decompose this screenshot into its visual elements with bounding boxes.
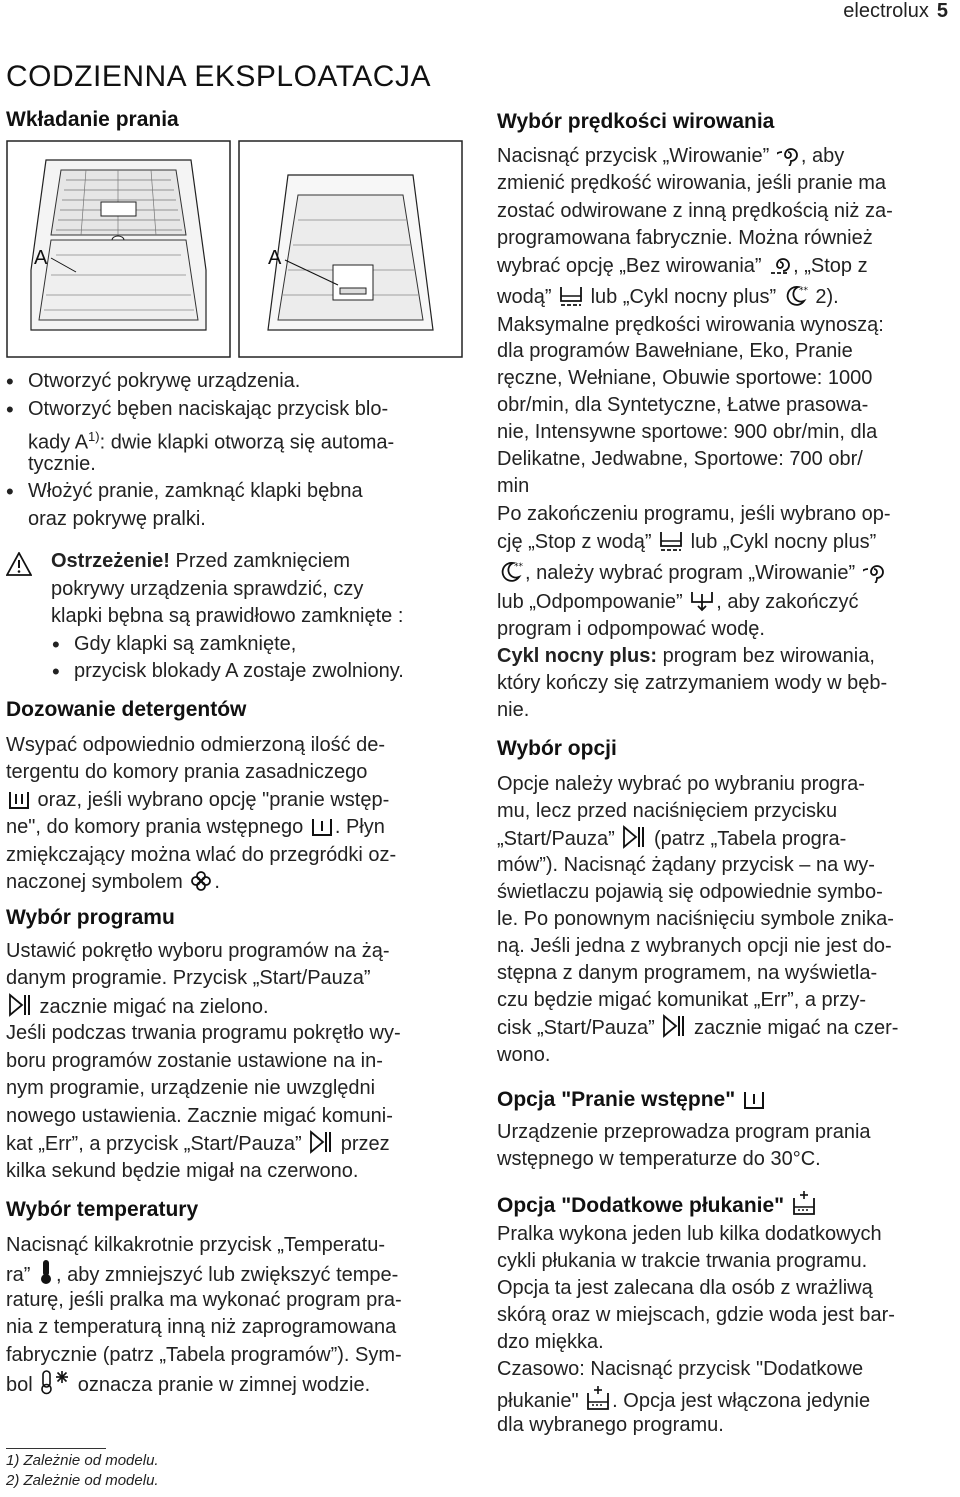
paragraph-line: cję „Stop z wodą” lub „Cykl nocny plus”: [497, 531, 877, 553]
paragraph-line: mów”). Nacisnąć żądany przycisk – na wy-: [497, 854, 875, 876]
paragraph-line: dla wybranego programu.: [497, 1414, 724, 1436]
warning-line: klapki bębna są prawidłowo zamknięte :: [51, 605, 404, 627]
list-item: • Gdy klapki są zamknięte,: [52, 632, 297, 657]
extra-rinse-icon: [792, 1190, 816, 1216]
paragraph-line: nie.: [497, 699, 530, 721]
paragraph-line: Maksymalne prędkości wirowania wynoszą:: [497, 314, 884, 336]
paragraph-line: Nacisnąć kilkakrotnie przycisk „Temperatu-: [6, 1234, 386, 1256]
paragraph-line: danym programie. Przycisk „Start/Pauza”: [6, 967, 371, 989]
thermometer-icon: [38, 1259, 54, 1285]
paragraph-line: który kończy się zatrzymaniem wody w bęb-: [497, 672, 888, 694]
paragraph-line: cykli płukania w trakcie trwania programu.: [497, 1250, 868, 1272]
paragraph-line: fabrycznie (patrz „Tabela programów”). Sym-: [6, 1344, 402, 1366]
list-item: • przycisk blokady A zostaje zwolniony.: [52, 659, 404, 684]
washer-drum-illustration: [6, 140, 231, 358]
paragraph-line: zacznie migać na zielono.: [6, 993, 269, 1022]
paragraph-line: Jeśli podczas trwania programu pokrętło wy-: [6, 1022, 401, 1044]
paragraph-line: Cykl nocny plus: program bez wirowania,: [497, 645, 875, 667]
section-heading-temperature: Wybór temperatury: [6, 1198, 199, 1221]
figure-label-a2: A: [268, 247, 282, 269]
warning-icon: [6, 552, 32, 576]
paragraph-line: boru programów zostanie ustawione na in-: [6, 1050, 383, 1072]
start-pause-icon: [8, 993, 32, 1017]
drain-icon: [690, 590, 714, 612]
list-item: • Otworzyć pokrywę urządzenia.: [6, 369, 301, 394]
softener-flower-icon: [190, 870, 212, 892]
list-item-cont: tycznie.: [28, 453, 96, 475]
paragraph-line: min: [497, 475, 530, 497]
main-wash-icon: [8, 790, 30, 810]
start-pause-icon: [309, 1130, 333, 1154]
paragraph-line: mu, lecz przed naciśnięciem przycisku: [497, 800, 838, 822]
svg-text:**: **: [798, 286, 808, 296]
paragraph-line: ręczne, Wełniane, Obuwie sportowe: 1000: [497, 367, 873, 389]
paragraph-line: Ustawić pokrętło wyboru programów na żą-: [6, 940, 390, 962]
paragraph-line: program i odpompować wodę.: [497, 618, 765, 640]
section-heading-rinse: Opcja "Dodatkowe płukanie": [497, 1190, 818, 1218]
paragraph-line: skórą oraz w miejscach, gdzie woda jest bar-: [497, 1304, 895, 1326]
paragraph-line: czu będzie migać komunikat „Err”, a przy-: [497, 989, 867, 1011]
paragraph-line: nowego ustawienia. Zacznie migać komuni-: [6, 1105, 393, 1127]
section-heading-prewash: Opcja "Pranie wstępne": [497, 1088, 767, 1112]
paragraph-line: Wsypać odpowiednio odmierzoną ilość de-: [6, 734, 386, 756]
list-item: • Otworzyć bęben naciskając przycisk blo-: [6, 397, 389, 422]
night-cycle-icon: [784, 283, 808, 307]
paragraph-line: Po zakończeniu programu, jeśli wybrano op-: [497, 503, 891, 525]
spin-icon: [777, 144, 799, 166]
paragraph-line: wstępnego w temperaturze do 30°C.: [497, 1148, 821, 1170]
paragraph-line: Pralka wykona jeden lub kilka dodatkowych: [497, 1223, 882, 1245]
rinse-hold-icon: [659, 530, 683, 552]
paragraph-line: tergentu do komory prania zasadniczego: [6, 761, 368, 783]
warning-title: Ostrzeżenie!: [51, 550, 170, 572]
paragraph-line: dzo miękka.: [497, 1331, 604, 1353]
no-spin-icon: [769, 254, 791, 276]
spin-icon: [863, 561, 885, 583]
paragraph-line: zostać odwirowane z inną prędkością niż za-: [497, 200, 893, 222]
paragraph-line: nym programie, urządzenie nie uwzględni: [6, 1077, 376, 1099]
list-item-cont: oraz pokrywę pralki.: [28, 508, 206, 530]
paragraph-line: naczonej symbolem .: [6, 871, 220, 893]
section-heading-program: Wybór programu: [6, 906, 175, 929]
paragraph-line: wybrać opcję „Bez wirowania” , „Stop z: [497, 255, 868, 277]
page-header: [843, 0, 948, 23]
list-item: • Włożyć pranie, zamknąć klapki bębna: [6, 479, 363, 504]
paragraph-line: Delikatne, Jedwabne, Sportowe: 700 obr/: [497, 448, 863, 470]
paragraph-line: wodą” lub „Cykl nocny plus” ** 2).: [497, 283, 839, 312]
svg-text:**: **: [514, 562, 523, 572]
paragraph-line: obr/min, dla Syntetyczne, Łatwe prasowa-: [497, 394, 869, 416]
paragraph-line: ra” , aby zmniejszyć lub zwiększyć tempe-: [6, 1259, 398, 1290]
paragraph-line: stępna z danym programem, na wyświetla-: [497, 962, 878, 984]
paragraph-line: programowana fabrycznie. Można również: [497, 227, 873, 249]
night-cycle-label: Cykl nocny plus:: [497, 645, 658, 667]
figure-label-a1: A: [34, 247, 48, 269]
footnote: 1) Zależnie od modelu.: [6, 1452, 159, 1469]
paragraph-line: le. Po ponownym naciśnięciu symbole znika-: [497, 908, 894, 930]
rinse-hold-icon: [559, 285, 583, 307]
paragraph-line: Nacisnąć przycisk „Wirowanie” , aby: [497, 143, 844, 171]
paragraph-line: ** , należy wybrać program „Wirowanie”: [497, 559, 887, 588]
section-heading-detergent: Dozowanie detergentów: [6, 698, 247, 721]
section-heading-spin: Wybór prędkości wirowania: [497, 110, 775, 133]
footnote-separator: [6, 1448, 106, 1449]
section-heading-options: Wybór opcji: [497, 737, 617, 760]
warning-line: Ostrzeżenie! Przed zamknięciem: [51, 550, 350, 572]
page-title: CODZIENNA EKSPLOATACJA: [6, 60, 431, 93]
paragraph-line: nie, Intensywne sportowe: 900 obr/min, dla: [497, 421, 878, 443]
paragraph-line: świetlaczu pojawią się odpowiednie symbo-: [497, 881, 883, 903]
paragraph-line: oraz, jeśli wybrano opcję "pranie wstęp-: [6, 787, 389, 815]
paragraph-line: ną. Jeśli jedna z wybranych opcji nie jest do-: [497, 935, 892, 957]
warning-line: pokrywy urządzenia sprawdzić, czy: [51, 578, 364, 600]
cold-wash-icon: [40, 1369, 70, 1395]
extra-rinse-icon: [586, 1385, 610, 1411]
start-pause-icon: [662, 1014, 686, 1038]
paragraph-line: zmienić prędkość wirowania, jeśli pranie ma: [497, 172, 887, 194]
paragraph-line: zmiękczający można wlać do przegródki oz-: [6, 844, 397, 866]
night-cycle-icon: [499, 559, 523, 583]
page-number: 5: [936, 0, 948, 22]
paragraph-line: dla programów Bawełniane, Eko, Pranie: [497, 340, 853, 362]
section-heading-loading: Wkładanie prania: [6, 108, 179, 131]
paragraph-line: kilka sekund będzie migał na czerwono.: [6, 1160, 359, 1182]
paragraph-line: „Start/Pauza” (patrz „Tabela progra-: [497, 825, 846, 854]
washer-drum-open-illustration: [238, 140, 463, 358]
paragraph-line: ne", do komory prania wstępnego . Płyn: [6, 816, 385, 838]
footnote: 2) Zależnie od modelu.: [6, 1472, 159, 1489]
paragraph-line: Opcja ta jest zalecana dla osób z wrażliwą: [497, 1277, 873, 1299]
start-pause-icon: [622, 825, 646, 849]
list-item-cont: kady $A^{1)}$: dwie klapki otworzą się automa-: [28, 429, 395, 454]
paragraph-line: cisk „Start/Pauza” zacznie migać na czer-: [497, 1014, 898, 1043]
paragraph-line: bol oznacza pranie w zimnej wodzie.: [6, 1369, 370, 1400]
brand-name: electrolux: [843, 0, 929, 22]
paragraph-line: lub „Odpompowanie” , aby zakończyć: [497, 591, 859, 613]
paragraph-line: Opcje należy wybrać po wybraniu progra-: [497, 773, 865, 795]
paragraph-line: raturę, jeśli pralka ma wykonać program pra-: [6, 1289, 402, 1311]
paragraph-line: nia z temperaturą inną niż zaprogramowana: [6, 1316, 397, 1338]
prewash-icon: [311, 817, 333, 837]
prewash-icon: [743, 1090, 765, 1110]
paragraph-line: wono.: [497, 1044, 551, 1066]
paragraph-line: kat „Err”, a przycisk „Start/Pauza” przez: [6, 1130, 390, 1159]
paragraph-line: płukanie" . Opcja jest włączona jedynie: [497, 1385, 870, 1416]
paragraph-line: Czasowo: Nacisnąć przycisk "Dodatkowe: [497, 1358, 864, 1380]
paragraph-line: Urządzenie przeprowadza program prania: [497, 1121, 871, 1143]
